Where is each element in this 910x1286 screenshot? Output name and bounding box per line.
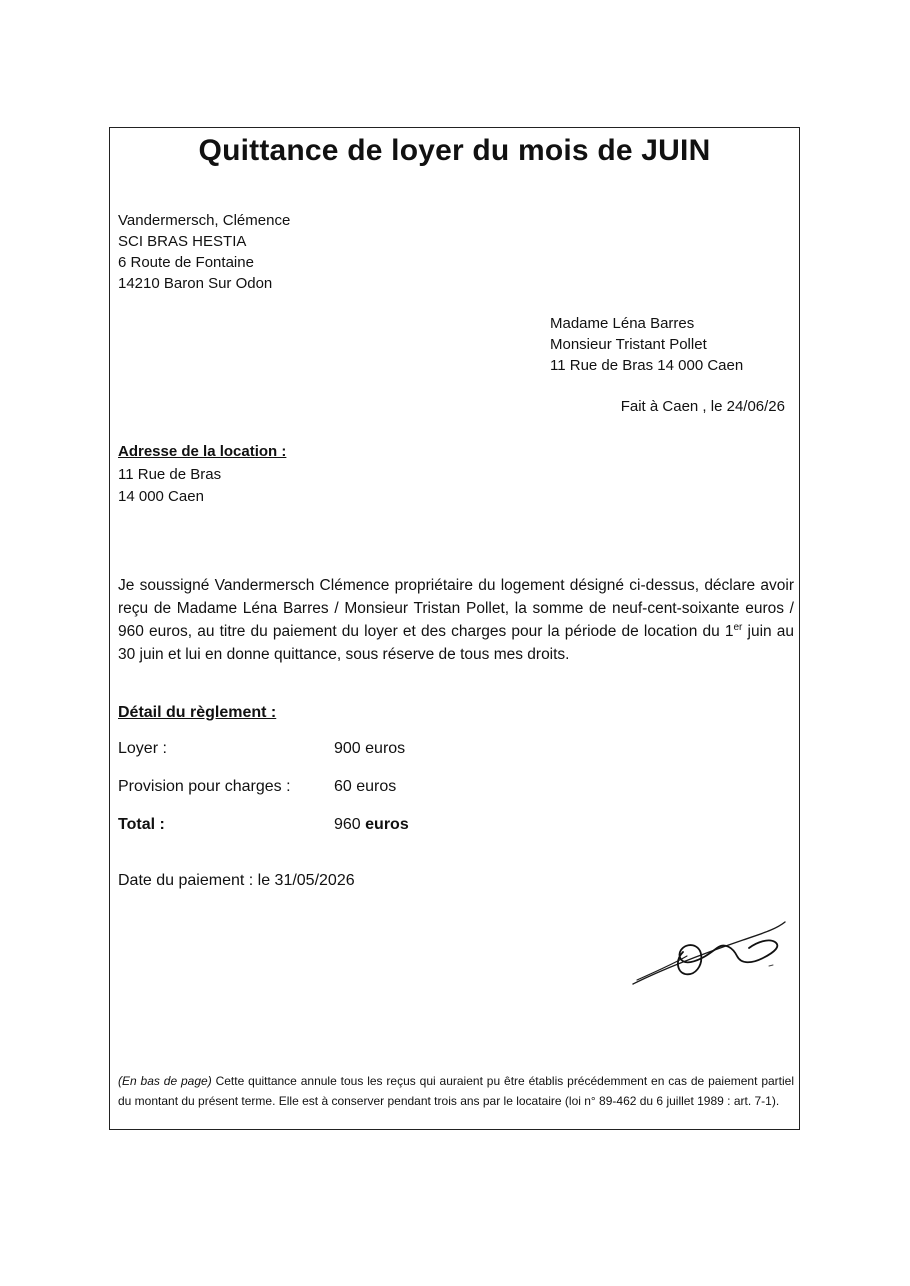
receipt-statement — [118, 574, 794, 666]
payment-date: Date du paiement : le 31/05/2026 — [118, 872, 355, 889]
footer-prefix: (En bas de page) — [118, 1074, 212, 1088]
rental-address-label: Adresse de la location : — [118, 443, 287, 460]
sender-name: Vandermersch, Clémence — [118, 212, 291, 229]
payment-details — [118, 704, 409, 844]
statement-superscript: er — [733, 621, 743, 633]
document-title: Quittance de loyer du mois de JUIN — [198, 134, 711, 167]
recipient-address — [550, 313, 743, 376]
sender-street: 6 Route de Fontaine — [118, 254, 254, 271]
total-number: 960 — [334, 816, 361, 833]
place-and-date: Fait à Caen , le 24/06/26 — [620, 398, 785, 415]
footer-text: Cette quittance annule tous les reçus qui auraient pu être établis précédemment en cas de paiement partiel du montant du présent terme. Elle est à conserver pendant trois ans par le locataire (loi n° 89-462 du 6 juillet 1989 : art. 7-1). — [118, 1074, 794, 1108]
payment-details-heading: Détail du règlement : — [118, 704, 277, 721]
rent-row — [118, 730, 409, 768]
total-value — [334, 816, 409, 834]
statement-part-1: Je soussigné Vandermersch Clémence propriétaire du logement désigné ci-dessus, déclare avoir reçu de Madame Léna Barres / Monsieur Tristan Pollet, la somme de neuf-cent-soixante euros / 960 euros, au titre du paiement du loyer et des charges pour la période de location du 1 — [118, 577, 794, 640]
recipient-line-2: Monsieur Tristant Pollet — [550, 336, 707, 353]
rent-label: Loyer : — [118, 740, 167, 757]
charges-row — [118, 768, 409, 806]
rent-value: 900 euros — [334, 740, 406, 757]
rental-address-city: 14 000 Caen — [118, 488, 204, 505]
rental-address — [118, 441, 286, 509]
total-unit: euros — [365, 816, 409, 833]
recipient-line-3: 11 Rue de Bras 14 000 Caen — [550, 357, 744, 374]
statement-part-2: juin au 30 juin et lui en donne quittance, sous réserve de tous mes droits. — [118, 623, 795, 663]
receipt-frame — [109, 127, 800, 1130]
sender-address — [118, 210, 290, 294]
sender-company: SCI BRAS HESTIA — [118, 233, 247, 250]
recipient-line-1: Madame Léna Barres — [550, 315, 695, 332]
footer-note — [118, 1072, 794, 1111]
sender-city: 14210 Baron Sur Odon — [118, 275, 273, 292]
charges-label: Provision pour charges : — [118, 778, 291, 795]
signature-image — [625, 908, 795, 998]
charges-value: 60 euros — [334, 778, 397, 795]
rental-address-street: 11 Rue de Bras — [118, 465, 222, 483]
total-row — [118, 806, 409, 844]
total-label: Total : — [118, 816, 165, 833]
